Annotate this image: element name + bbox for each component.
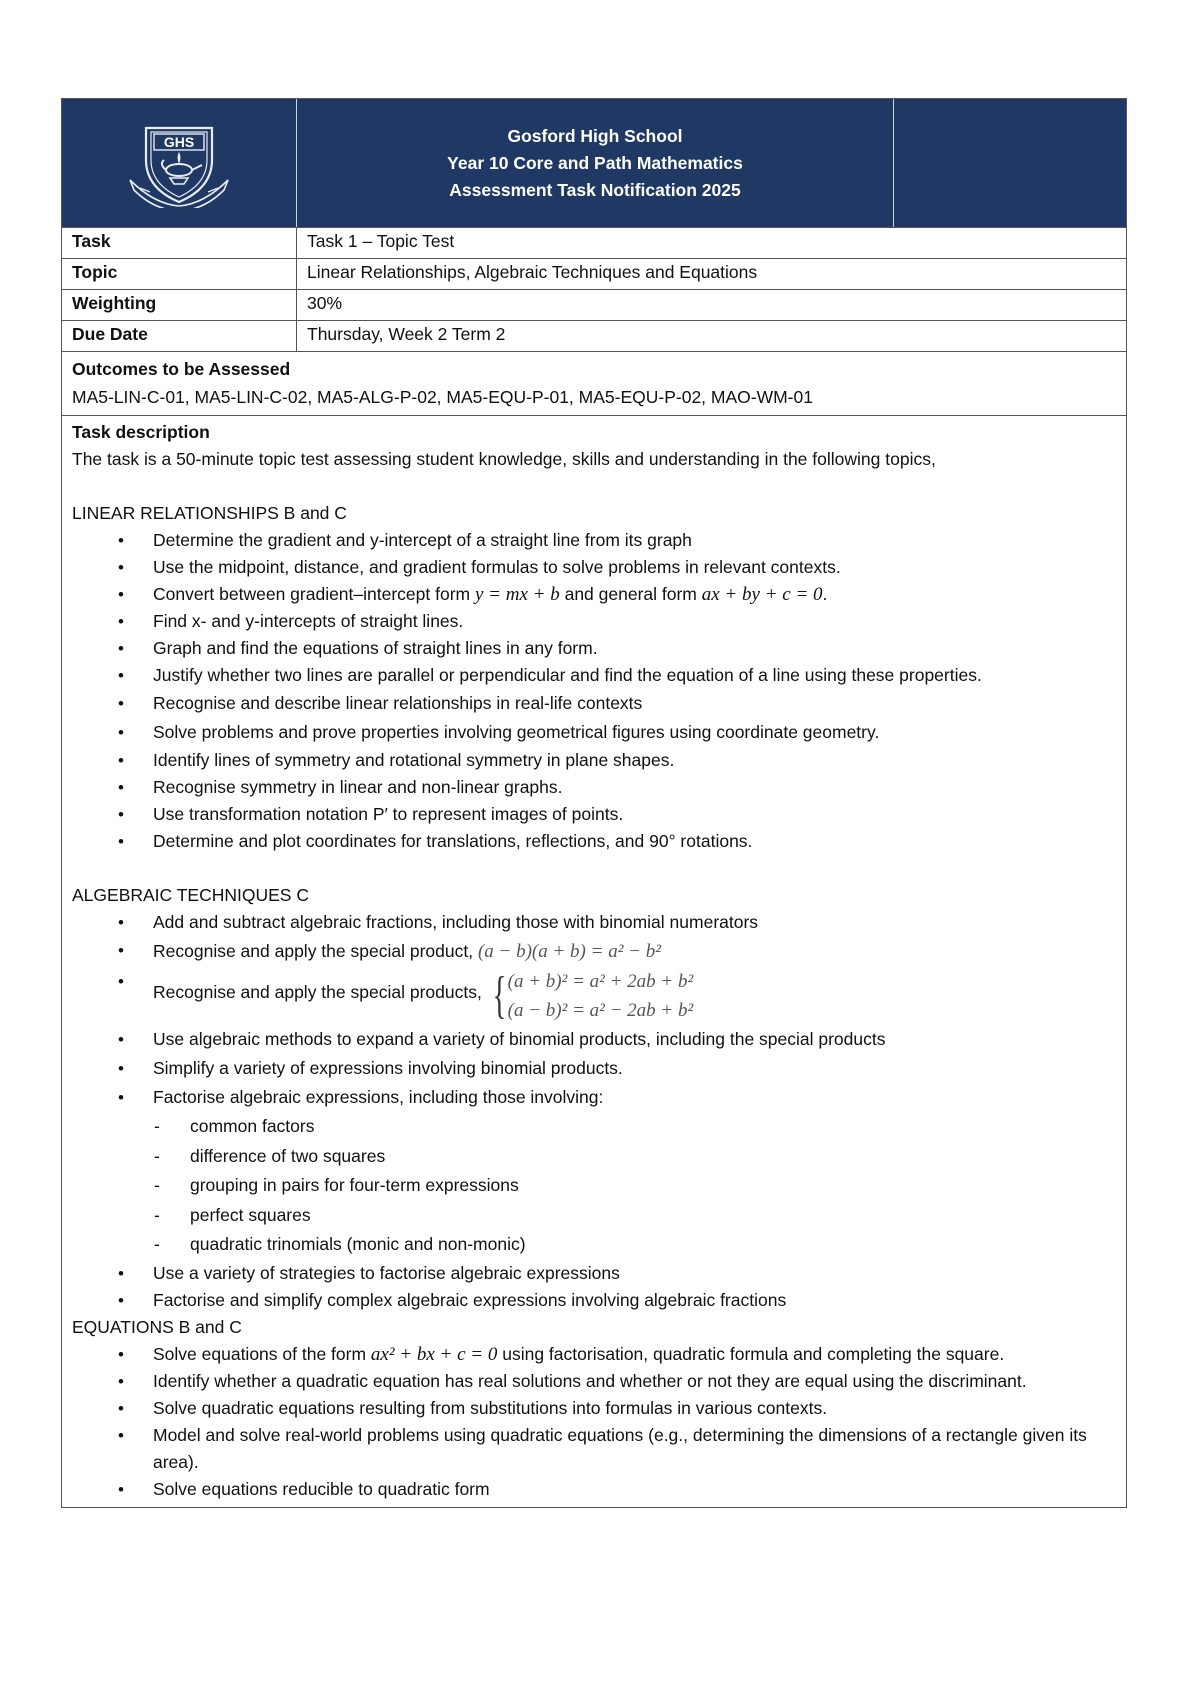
school-crest-logo	[124, 118, 234, 208]
list-item: • Use the midpoint, distance, and gradient formulas to solve problems in relevant contexts.	[72, 554, 1116, 581]
list-item: • Factorise and simplify complex algebraic expressions involving algebraic fractions	[72, 1287, 1116, 1314]
difference-of-squares-formula: (a − b)(a + b) = a² − b²	[477, 941, 661, 962]
topic-label: Topic	[62, 259, 297, 289]
list-item: • Recognise symmetry in linear and non-linear graphs.	[72, 774, 1116, 801]
equations-heading: EQUATIONS B and C	[72, 1316, 242, 1337]
list-item: • Solve quadratic equations resulting from substitutions into formulas in various contexts.	[72, 1395, 1116, 1422]
weighting-row	[61, 290, 1127, 321]
weighting-value: 30%	[307, 293, 343, 313]
convert-text: Convert between gradient–intercept form	[153, 584, 475, 604]
list-item: • Determine the gradient and y-intercept of a straight line from its graph	[72, 527, 1116, 554]
header-title-block	[297, 99, 894, 227]
sub-list-item: - common factors	[72, 1112, 1116, 1142]
solve-text-rest: using factorisation, quadratic formula and completing the square.	[497, 1343, 1005, 1364]
list-item: • Simplify a variety of expressions involving binomial products.	[72, 1054, 1116, 1083]
school-name: Gosford High School	[507, 125, 683, 146]
list-item: • Solve problems and prove properties involving geometrical figures using coordinate geometry.	[72, 718, 1116, 747]
course-name: Year 10 Core and Path Mathematics	[447, 152, 743, 173]
list-item: • Justify whether two lines are parallel or perpendicular and find the equation of a line using these properties.	[72, 662, 1116, 689]
crest-letters: GHS	[163, 134, 195, 150]
special-products-text: Recognise and apply the special products,	[153, 982, 487, 1002]
list-item: • Recognise and describe linear relationships in real-life contexts	[72, 689, 1116, 718]
list-item	[72, 967, 1116, 1025]
outcomes-codes: MA5-LIN-C-01, MA5-LIN-C-02, MA5-ALG-P-02, MA5-EQU-P-01, MA5-EQU-P-02, MAO-WM-01	[72, 387, 813, 407]
due-date-label: Due Date	[62, 321, 297, 351]
task-description-section	[61, 416, 1127, 1508]
linear-heading: LINEAR RELATIONSHIPS B and C	[72, 503, 347, 523]
factorise-sublist	[72, 1112, 1116, 1260]
outcomes-heading: Outcomes to be Assessed	[72, 359, 291, 379]
topic-value: Linear Relationships, Algebraic Techniques and Equations	[307, 262, 758, 282]
equations-list	[72, 1341, 1116, 1503]
list-item: • Use algebraic methods to expand a variety of binomial products, including the special products	[72, 1025, 1116, 1054]
sub-list-item: - perfect squares	[72, 1201, 1116, 1231]
header-blank-cell	[894, 99, 1126, 227]
sub-list-item: - quadratic trinomials (monic and non-monic)	[72, 1230, 1116, 1260]
topic-row	[61, 259, 1127, 290]
list-item	[72, 936, 1116, 967]
task-description-intro: The task is a 50-minute topic test assessing student knowledge, skills and understanding in the following topics,	[72, 449, 936, 469]
task-row	[61, 228, 1127, 259]
sub-list-item: - grouping in pairs for four-term expressions	[72, 1171, 1116, 1201]
assessment-notification	[61, 98, 1127, 1508]
list-item	[72, 1341, 1116, 1368]
special-product-text: Recognise and apply the special product,	[153, 941, 478, 961]
perfect-square-minus-formula: (a − b)² = a² − 2ab + b²	[507, 1000, 694, 1021]
convert-end: .	[822, 584, 828, 604]
solve-text: Solve equations of the form	[153, 1343, 371, 1364]
list-item: • Determine and plot coordinates for translations, reflections, and 90° rotations.	[72, 828, 1116, 855]
weighting-label: Weighting	[62, 290, 297, 320]
list-item: • Solve equations reducible to quadratic form	[72, 1476, 1116, 1503]
general-form-formula: ax + by + c = 0	[701, 584, 823, 605]
outcomes-section	[61, 352, 1127, 416]
perfect-squares-system: { (a + b)² = a² + 2ab + b² (a − b)² = a² − 2ab + b²	[492, 967, 694, 1024]
convert-text-general: and general form	[559, 584, 702, 604]
list-item: • Add and subtract algebraic fractions, including those with binomial numerators	[72, 909, 1116, 936]
header-banner	[61, 98, 1127, 228]
list-item: • Find x- and y-intercepts of straight lines.	[72, 608, 1116, 635]
due-date-value: Thursday, Week 2 Term 2	[307, 324, 506, 344]
list-item: • Graph and find the equations of straight lines in any form.	[72, 635, 1116, 662]
list-item: • Identify lines of symmetry and rotational symmetry in plane shapes.	[72, 747, 1116, 774]
gradient-intercept-formula: y = mx + b	[474, 584, 560, 605]
linear-list	[72, 527, 1116, 855]
list-item: • Use transformation notation P′ to represent images of points.	[72, 801, 1116, 828]
algebra-list	[72, 909, 1116, 1112]
sub-list-item: - difference of two squares	[72, 1142, 1116, 1172]
list-item: • Model and solve real-world problems using quadratic equations (e.g., determining the dimensions of a rectangle given its area).	[72, 1422, 1116, 1476]
quadratic-formula: ax² + bx + c = 0	[370, 1343, 498, 1365]
perfect-square-plus-formula: (a + b)² = a² + 2ab + b²	[507, 971, 694, 992]
list-item	[72, 581, 1116, 608]
list-item: • Use a variety of strategies to factorise algebraic expressions	[72, 1260, 1116, 1287]
list-item: • Identify whether a quadratic equation has real solutions and whether or not they are equal using the discriminant.	[72, 1368, 1116, 1395]
list-item: • Factorise algebraic expressions, including those involving:	[72, 1083, 1116, 1112]
algebra-list-continued	[72, 1260, 1116, 1314]
due-date-row	[61, 321, 1127, 352]
school-crest-cell	[62, 99, 297, 227]
task-label: Task	[62, 228, 297, 258]
task-value: Task 1 – Topic Test	[307, 231, 455, 251]
task-description-heading: Task description	[72, 422, 210, 442]
notification-title: Assessment Task Notification 2025	[449, 179, 741, 200]
algebra-heading: ALGEBRAIC TECHNIQUES C	[72, 885, 309, 905]
